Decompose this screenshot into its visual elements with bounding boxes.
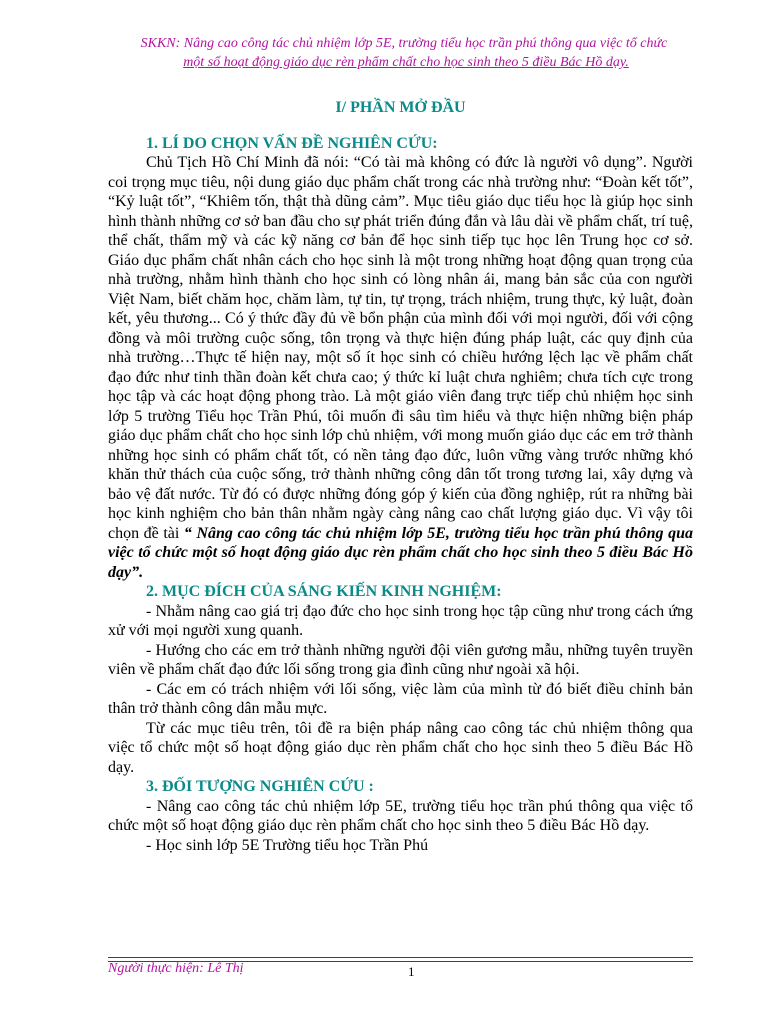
header-line-1: SKKN: Nâng cao công tác chủ nhiệm lớp 5E, trường tiểu học trần phú thông qua việc tổ chức — [140, 36, 668, 51]
section-3-paragraph-2: - Học sinh lớp 5E Trường tiểu học Trần Phú — [146, 836, 429, 854]
footer-author: Người thực hiện: Lê Thị — [108, 961, 244, 976]
section-2-paragraph-4: Từ các mục tiêu trên, tôi đề ra biện pháp nâng cao công tác chủ nhiệm thông qua việc tổ chức một số hoạt động giáo dục rèn phẩm chất cho học sinh theo 5 điều Bác Hồ dạy. — [108, 719, 693, 776]
section-2-heading: 2. MỤC ĐÍCH CỦA SÁNG KIẾN KINH NGHIỆM: — [146, 583, 502, 600]
section-2-paragraph-3: - Các em có trách nhiệm với lối sống, việc làm của mình từ đó biết điều chỉnh bản thân trở thành công dân mẫu mực. — [108, 680, 693, 717]
header-line-2-text: một số hoạt động giáo dục rèn phẩm chất cho học sinh theo 5 điều Bác Hồ dạy. — [183, 55, 629, 70]
page-number: 1 — [408, 964, 415, 979]
header-line-2 — [100, 53, 708, 72]
topic-title: “ Nâng cao công tác chủ nhiệm lớp 5E, trường tiểu học trần phú thông qua việc tổ chức một số hoạt động giáo dục rèn phẩm chất cho học sinh theo 5 điều Bác Hồ dạy”. — [108, 524, 693, 581]
section-2-paragraph-1: - Nhằm nâng cao giá trị đạo đức cho học sinh trong học tập cũng như trong cách ứng xử với mọi người xung quanh. — [108, 602, 693, 639]
section-2-paragraph-2: - Hướng cho các em trở thành những người đội viên gương mẫu, những tuyên truyền viên về phẩm chất đạo đức lối sống trong gia đình cũng như ngoài xã hội. — [108, 641, 693, 678]
section-1-text: Chủ Tịch Hồ Chí Minh đã nói: “Có tài mà không có đức là người vô dụng”. Người coi trọng mục tiêu, nội dung giáo dục phẩm chất trong các nhà trường như: “Đoàn kết tốt”, “Kỷ luật tốt”, “Khiêm tốn, thật thà dũng cảm”. Mục tiêu giáo dục tiểu học là giúp học sinh hình thành những cơ sở ban đầu cho sự phát triển đúng đắn và lâu dài về phẩm chất, trí tuệ, thể chất, thẩm mỹ và các kỹ năng cơ bản để học sinh tiếp tục học lên Trung học cơ sở. Giáo dục phẩm chất nhân cách cho học sinh là một trong những hoạt động quan trọng của nhà trường, nhằm hình thành cho học sinh có lòng nhân ái, mang bản sắc của con người Việt Nam, biết chăm học, chăm làm, tự tin, tự trọng, trách nhiệm, trung thực, kỷ luật, đoàn kết, yêu thương... Có ý thức đầy đủ về bổn phận của mình đối với mọi người, đối với cộng đồng và môi trường cuộc sống, tôn trọng và thực hiện đúng pháp luật, các quy định của nhà trường…Thực tế hiện nay, một số ít học sinh có chiều hướng lệch lạc về phẩm chất đạo đức như tinh thần đoàn kết chưa cao; ý thức kỉ luật chưa nghiêm; chưa tích cực trong học tập và các hoạt động phong trào. Là một giáo viên đang trực tiếp chủ nhiệm học sinh lớp 5 trường Tiểu học Trần Phú, tôi muốn đi sâu tìm hiểu và thực hiện những biện pháp giáo dục phẩm chất cho học sinh lớp chủ nhiệm, với mong muốn giáo dục các em trở thành những học sinh có phẩm chất tốt, có nền tảng đạo đức, luôn vững vàng trước những khó khăn thử thách của cuộc sống, trở thành những công dân tốt trong tương lai, xây dựng và bảo vệ đất nước. Từ đó có được những đóng góp ý kiến của đồng nghiệp, rút ra những bài học kinh nghiệm cho bản thân nhằm ngày càng nâng cao chất lượng giáo dục. Vì vậy tôi chọn đề tài — [108, 154, 693, 542]
section-3-heading: 3. ĐỐI TƯỢNG NGHIÊN CỨU : — [146, 778, 374, 795]
section-3-paragraph-1: - Nâng cao công tác chủ nhiệm lớp 5E, trường tiểu học trần phú thông qua việc tổ chức một số hoạt động giáo dục rèn phẩm chất cho học sinh theo 5 điều Bác Hồ dạy. — [108, 797, 693, 834]
footer-rule-top — [108, 957, 693, 958]
part-title: I/ PHẦN MỞ ĐẦU — [335, 99, 466, 116]
section-1-heading: 1. LÍ DO CHỌN VẤN ĐỀ NGHIÊN CỨU: — [146, 134, 438, 152]
page-header — [100, 34, 708, 72]
document-body — [108, 98, 693, 855]
section-1-paragraph — [108, 153, 693, 582]
